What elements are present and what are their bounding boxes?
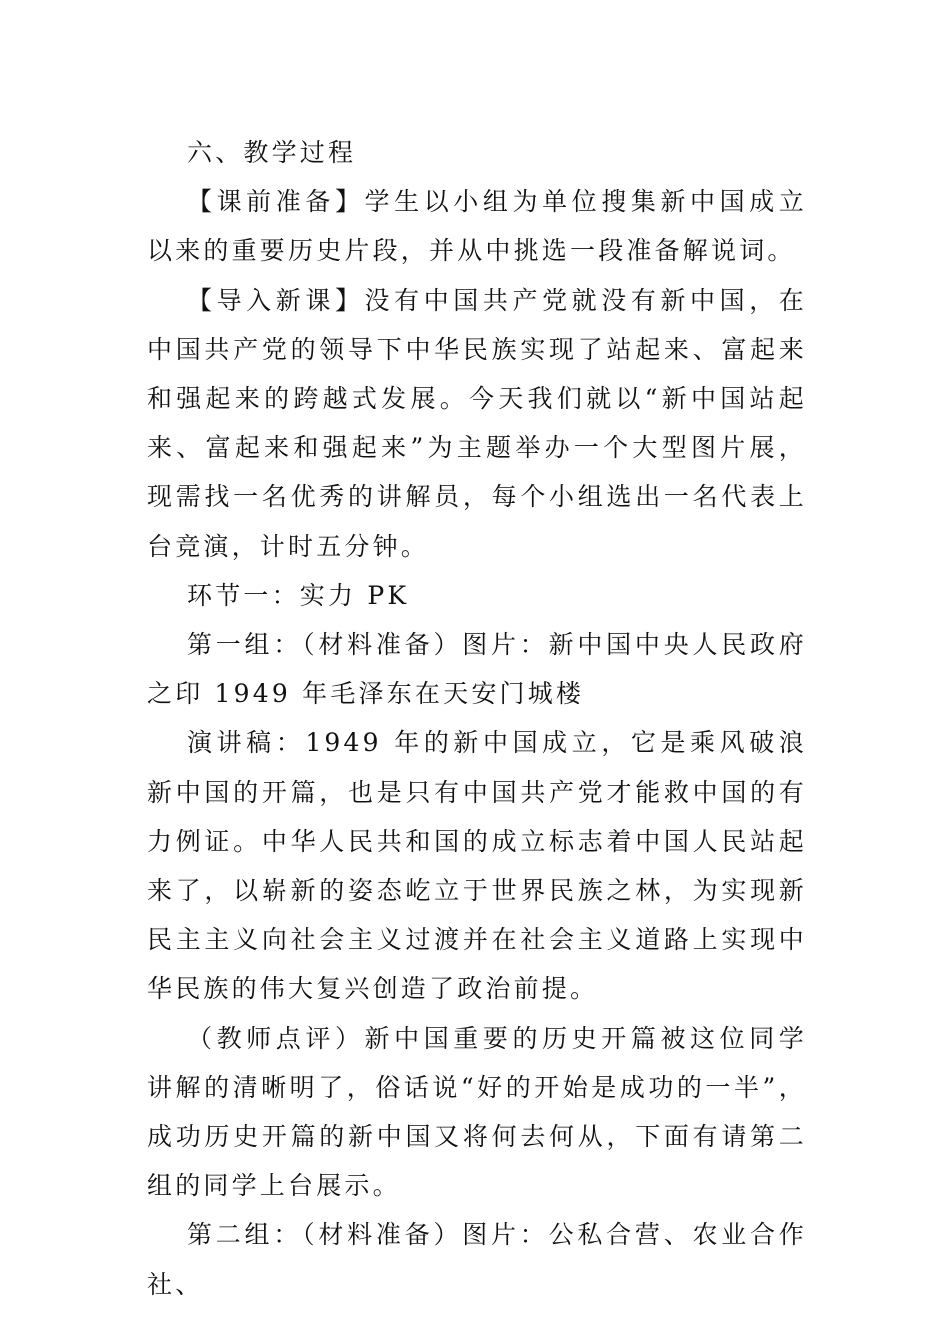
lesson-intro-paragraph: 【导入新课】没有中国共产党就没有新中国，在中国共产党的领导下中华民族实现了站起来、富起来和强起来的跨越式发展。今天我们就以“新中国站起来、富起来和强起来”为主题举办一个大型图片展，现需找一名优秀的讲解员，每个小组选出一名代表上台竞演，计时五分钟。 <box>147 285 807 561</box>
document-body <box>147 128 807 1309</box>
section-heading: 六、教学过程 <box>187 138 357 167</box>
pre-class-prep-paragraph: 【课前准备】学生以小组为单位搜集新中国成立以来的重要历史片段，并从中挑选一段准备解说词。 <box>147 187 807 266</box>
teacher-comment-paragraph: （教师点评）新中国重要的历史开篇被这位同学讲解的清晰明了，俗话说“好的开始是成功的一半”，成功历史开篇的新中国又将何去何从，下面有请第二组的同学上台展示。 <box>147 1023 807 1201</box>
group-two-materials-paragraph: 第二组：（材料准备）图片：公私合营、农业合作社、 <box>147 1220 807 1299</box>
group-one-speech-paragraph: 演讲稿：1949 年的新中国成立，它是乘风破浪新中国的开篇，也是只有中国共产党才能救中国的有力例证。中华人民共和国的成立标志着中国人民站起来了，以崭新的姿态屹立于世界民族之林，为实现新民主主义向社会主义过渡并在社会主义道路上实现中华民族的伟大复兴创造了政治前提。 <box>147 728 807 1004</box>
group-one-materials-paragraph: 第一组：（材料准备）图片：新中国中央人民政府之印 1949 年毛泽东在天安门城楼 <box>147 630 807 709</box>
stage-one-heading: 环节一：实力 PK <box>187 580 410 610</box>
